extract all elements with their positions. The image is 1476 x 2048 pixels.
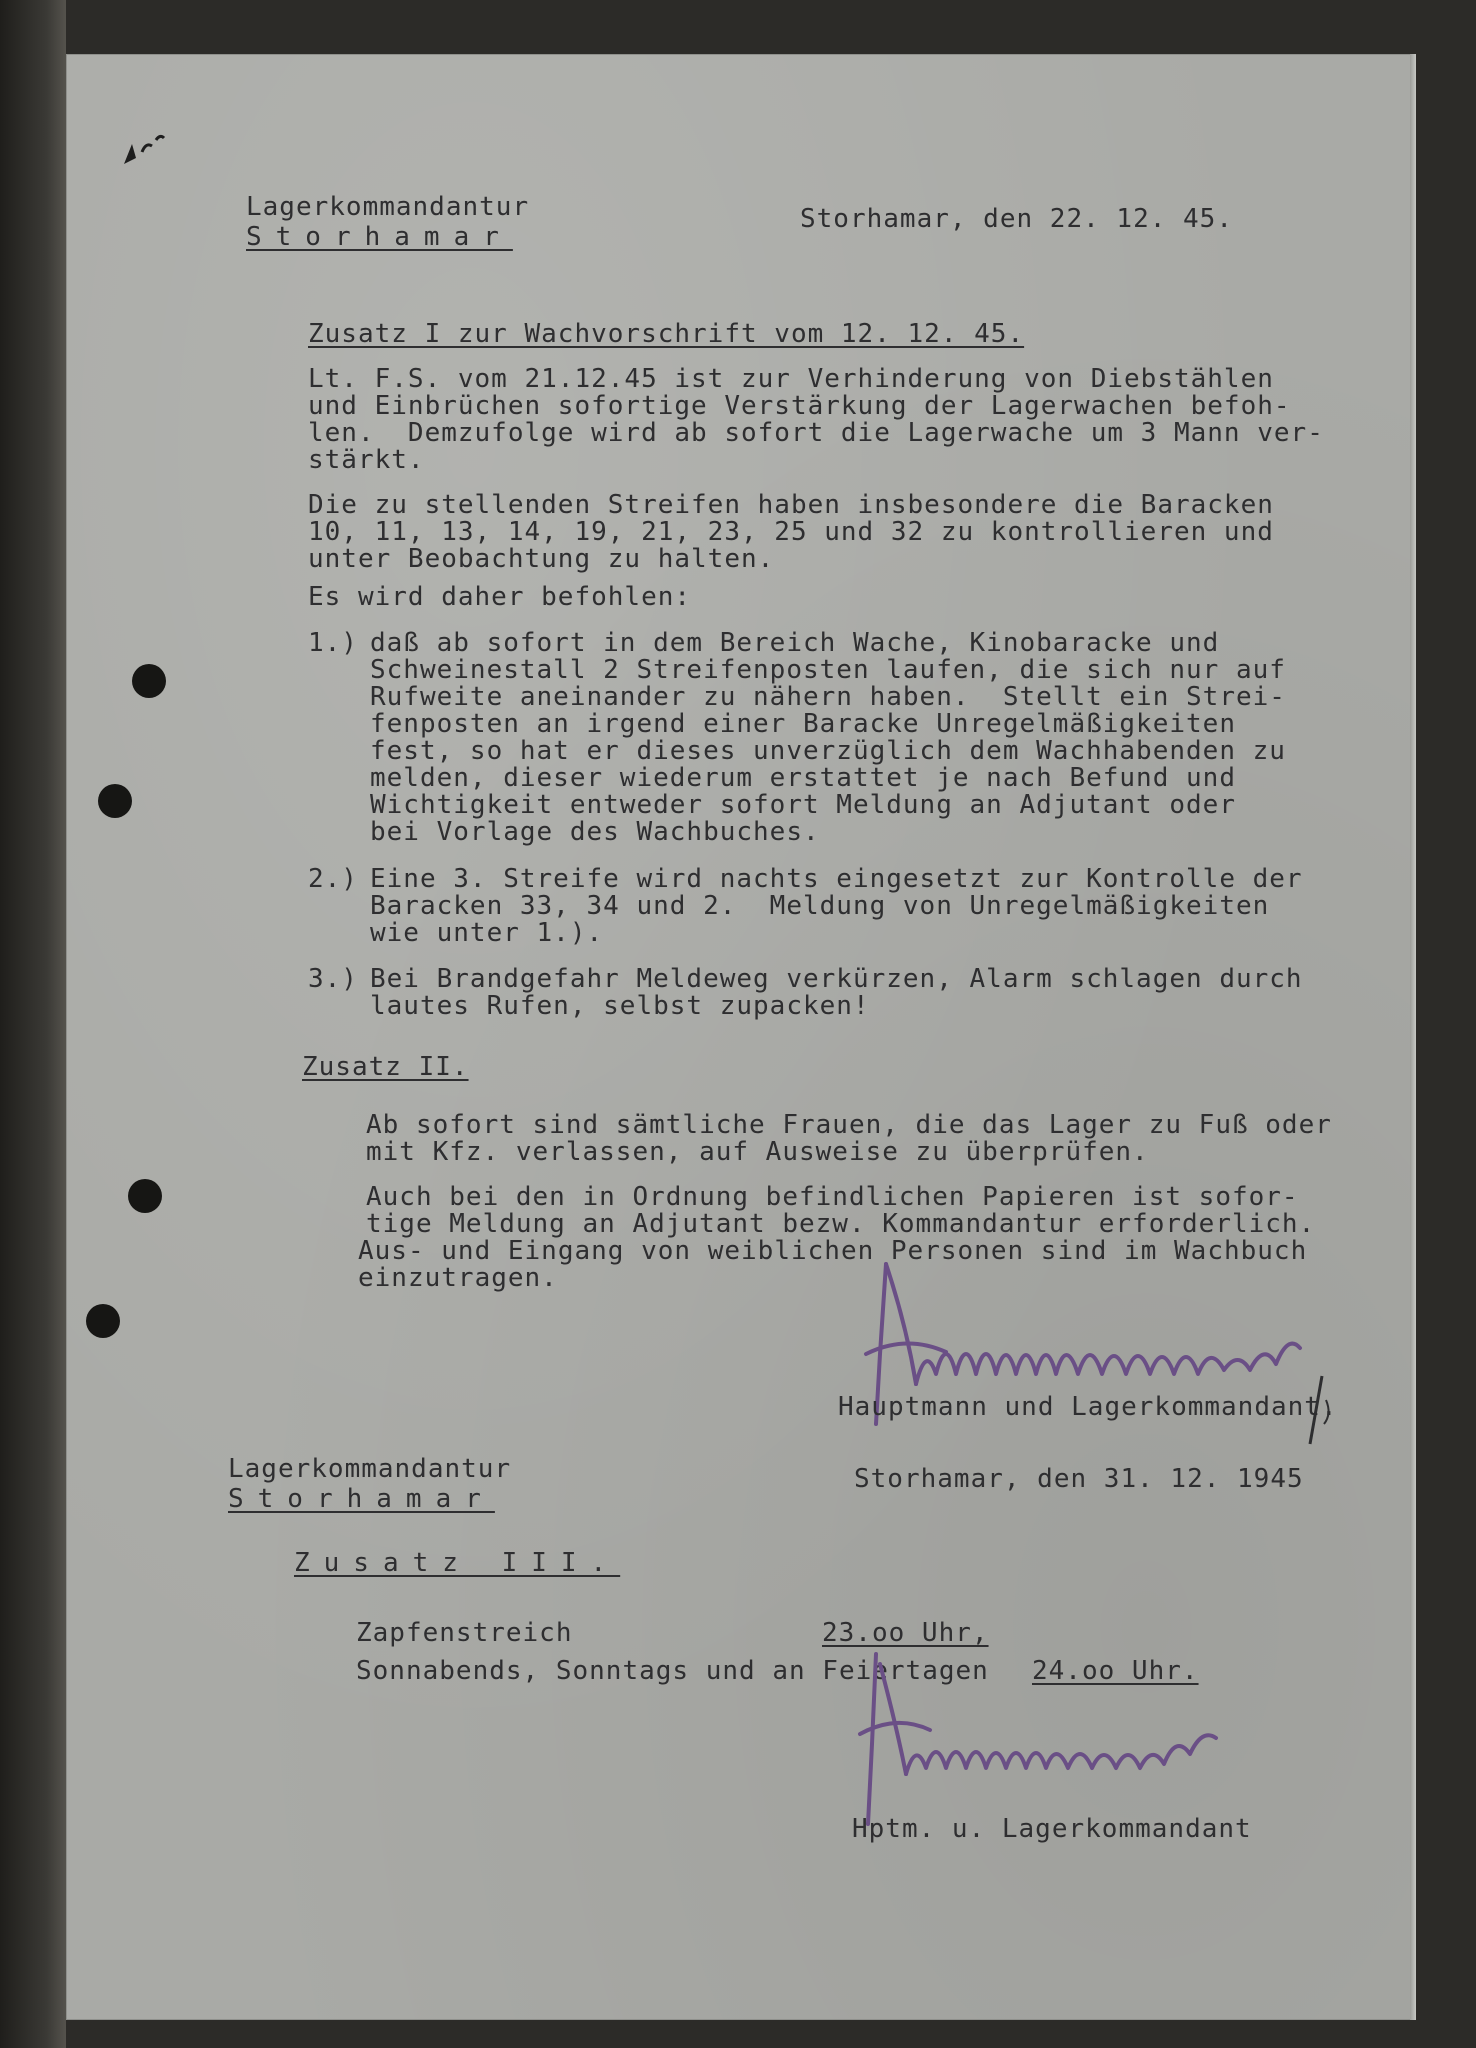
text-line: melden, dieser wiederum erstattet je nach Befund und	[370, 763, 1236, 793]
order-intro: Es wird daher befohlen:	[308, 582, 692, 612]
place-date: Storhamar, den 22. 12. 45.	[800, 204, 1233, 234]
section-title: Zusatz I zur Wachvorschrift vom 12. 12. 45.	[308, 319, 1025, 349]
item-number: 3.)	[308, 964, 358, 994]
text-line: Auch bei den in Ordnung befindlichen Papieren ist sofor-	[366, 1182, 1299, 1212]
text-line: Schweinestall 2 Streifenposten laufen, die sich nur auf	[370, 655, 1286, 685]
schedule-label: Zapfenstreich	[356, 1618, 573, 1648]
text-line: fest, so hat er dieses unverzüglich dem Wachhabenden zu	[370, 736, 1286, 766]
text-line: lautes Rufen, selbst zupacken!	[370, 991, 870, 1021]
text-line: bei Vorlage des Wachbuches.	[370, 817, 820, 847]
office-name: Lagerkommandantur	[246, 192, 530, 222]
document-page	[66, 54, 1416, 2020]
item-number: 2.)	[308, 864, 358, 894]
text-line: Ab sofort sind sämtliche Frauen, die das Lager zu Fuß oder	[366, 1110, 1332, 1140]
text-line: Aus- und Eingang von weiblichen Personen sind im Wachbuch	[358, 1236, 1308, 1266]
schedule-label: Sonnabends, Sonntags und an Feiertagen	[356, 1656, 989, 1686]
text-line: Eine 3. Streife wird nachts eingesetzt zur Kontrolle der	[370, 864, 1303, 894]
punch-hole	[98, 784, 132, 818]
text-line: Rufweite aneinander zu nähern haben. Stellt ein Strei-	[370, 682, 1286, 712]
text-line: Lt. F.S. vom 21.12.45 ist zur Verhinderung von Diebstählen	[308, 364, 1274, 394]
text-line: 10, 11, 13, 14, 19, 21, 23, 25 und 32 zu kontrollieren und	[308, 517, 1274, 547]
signature-title: Hauptmann und Lagerkommandant.	[838, 1392, 1338, 1422]
punch-hole	[128, 1179, 162, 1213]
text-line: unter Beobachtung zu halten.	[308, 544, 775, 574]
text-line: len. Demzufolge wird ab sofort die Lagerwache um 3 Mann ver-	[308, 418, 1324, 448]
text-line: Die zu stellenden Streifen haben insbesondere die Baracken	[308, 490, 1274, 520]
text-line: daß ab sofort in dem Bereich Wache, Kinobaracke und	[370, 628, 1220, 658]
text-line: und Einbrüchen sofortige Verstärkung der Lagerwachen befoh-	[308, 391, 1291, 421]
text-line: einzutragen.	[358, 1263, 558, 1293]
text-line: Wichtigkeit entweder sofort Meldung an Adjutant oder	[370, 790, 1236, 820]
place-date: Storhamar, den 31. 12. 1945	[854, 1464, 1304, 1494]
section-title: Zusatz III.	[294, 1548, 621, 1578]
punch-hole	[86, 1304, 120, 1338]
text-line: stärkt.	[308, 445, 425, 475]
text-line: Baracken 33, 34 und 2. Meldung von Unregelmäßigkeiten	[370, 891, 1270, 921]
office-location: Storhamar	[246, 222, 513, 252]
office-location: Storhamar	[228, 1484, 495, 1514]
signature-slash	[1292, 1370, 1342, 1450]
text-line: fenposten an irgend einer Baracke Unregelmäßigkeiten	[370, 709, 1236, 739]
item-number: 1.)	[308, 628, 358, 658]
signature-title: Hptm. u. Lagerkommandant	[852, 1814, 1252, 1844]
text-line: Bei Brandgefahr Meldeweg verkürzen, Alarm schlagen durch	[370, 964, 1303, 994]
punch-hole	[132, 664, 166, 698]
office-name: Lagerkommandantur	[228, 1454, 512, 1484]
page-edge	[1410, 54, 1416, 2020]
ink-mark	[116, 124, 176, 184]
section-title: Zusatz II.	[302, 1052, 469, 1082]
scan-background-strip	[0, 0, 66, 2048]
schedule-value: 24.oo Uhr.	[1032, 1656, 1199, 1686]
schedule-value: 23.oo Uhr,	[822, 1618, 989, 1648]
text-line: tige Meldung an Adjutant bezw. Kommandantur erforderlich.	[366, 1209, 1316, 1239]
text-line: mit Kfz. verlassen, auf Ausweise zu überprüfen.	[366, 1137, 1149, 1167]
text-line: wie unter 1.).	[370, 918, 604, 948]
